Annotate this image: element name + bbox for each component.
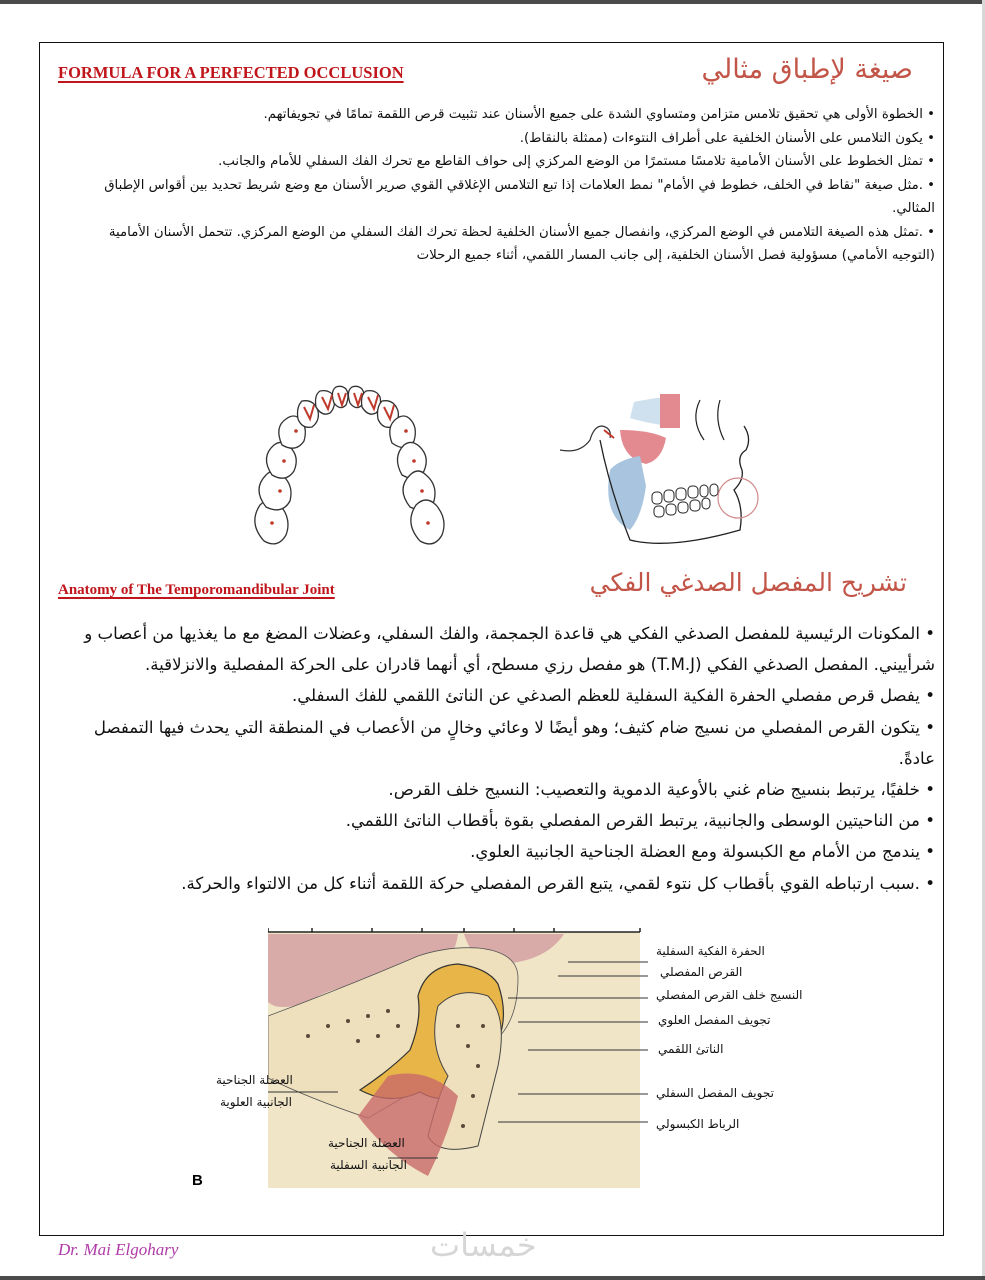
dental-arch-illustration (240, 385, 450, 555)
paragraph: • المكونات الرئيسية للمفصل الصدغي الفكي هي قاعدة الجمجمة، والفك السفلي، وعضلات المضغ مع ما يغذيها من أعصاب و شرأييني. المفصل الصدغي الفكي (T.M.J) هو مفصل رزي مسطح، أي أنهما قادران على الحركة المفصلية والانزلاقية. (84, 624, 935, 675)
paragraph: • يتكون القرص المفصلي من نسيج ضام كثيف؛ وهو أيضًا لا وعائي وخالٍ من الأعصاب في المنطقة التي يحدث فيها التمفصل عادةً. (93, 717, 935, 768)
top-border-bar (0, 0, 985, 4)
label-inferior-lateral-pterygoid-1: العضلة الجناحية (328, 1136, 405, 1150)
watermark: خمسات (430, 1226, 537, 1264)
label-capsular-ligament: الرباط الكبسولي (656, 1117, 740, 1131)
paragraph: • تمثل الخطوط على الأسنان الأمامية تلامسًا مستمرًا من الوضع المركزي إلى حواف القاطع مع تحرك الفك السفلي للأمام والجانب. (218, 154, 935, 169)
label-inferior-joint-cavity: تجويف المفصل السفلي (656, 1086, 774, 1100)
label-superior-joint-cavity: تجويف المفصل العلوي (658, 1013, 771, 1027)
label-inferior-lateral-pterygoid-2: الجانبية السفلية (330, 1158, 408, 1172)
paragraph: • يكون التلامس على الأسنان الخلفية على أطراف النتوءات (ممثلة بالنقاط). (519, 130, 935, 146)
section2-title-ar: تشريح المفصل الصدغي الفكي (589, 568, 907, 597)
bottom-border-bar (0, 1276, 985, 1280)
label-articular-disc: القرص المفصلي (660, 965, 743, 979)
label-superior-lateral-pterygoid-1: العضلة الجناحية (216, 1073, 293, 1087)
label-condylar-process: الناتئ اللقمي (658, 1042, 724, 1056)
author-signature: Dr. Mai Elgohary (58, 1240, 179, 1259)
section1-title-en: FORMULA FOR A PERFECTED OCCLUSION (58, 63, 404, 82)
section1-title-ar: صيغة لإطباق مثالي (701, 54, 913, 85)
label-mandibular-fossa: الحفرة الفكية السفلية (656, 944, 765, 958)
paragraph: • .سبب ارتباطه القوي بأقطاب كل نتوء لقمي، يتبع القرص المفصلي حركة اللقمة أثناء كل من الالتواء والحركة. (181, 873, 935, 893)
skull-mandible-illustration (560, 390, 770, 550)
section2-title-en: Anatomy of The Temporomandibular Joint (58, 582, 335, 598)
label-retrodiscal-tissue: النسيج خلف القرص المفصلي (656, 988, 803, 1002)
paragraph: • الخطوة الأولى هي تحقيق تلامس متزامن ومتساوي الشدة على جميع الأسنان عند تثبيت قرص اللقمة تمامًا في تجويفاتهم. (263, 107, 935, 122)
paragraph: • يندمج من الأمام مع الكبسولة ومع العضلة الجناحية الجانبية العلوي. (470, 842, 935, 862)
tmj-cross-section-figure (268, 926, 648, 1188)
paragraph: • خلفيًا، يرتبط بنسيج ضام غني بالأوعية الدموية والتعصيب: النسيج خلف القرص. (388, 780, 935, 800)
paragraph: • .مثل صيغة "نقاط في الخلف، خطوط في الأمام" نمط العلامات إذا تبع التلامس الإغلاقي القوي صرير الأسنان مع وضع شريط تحديد بين أقواس الإطباق المثالي. (104, 177, 935, 216)
section1-body (95, 103, 935, 268)
paragraph: • .تمثل هذه الصيغة التلامس في الوضع المركزي، وانفصال جميع الأسنان الخلفية لحظة تحرك الفك السفلي من الوضع المركزي. تتحمل الأسنان الأمامية (التوجيه الأمامي) مسؤولية فصل الأسنان الخلفية، إلى جانب المسار اللقمي، أثناء جميع الرحلات (108, 224, 935, 263)
label-superior-lateral-pterygoid-2: الجانبية العلوية (220, 1095, 292, 1109)
section2-body (60, 618, 935, 899)
figure-panel-letter: B (192, 1172, 203, 1189)
paragraph: • من الناحيتين الوسطى والجانبية، يرتبط القرص المفصلي بقوة بأقطاب الناتئ اللقمي. (345, 811, 935, 831)
paragraph: • يفصل قرص مفصلي الحفرة الفكية السفلية للعظم الصدغي عن الناتئ اللقمي للفك السفلي. (291, 686, 935, 706)
